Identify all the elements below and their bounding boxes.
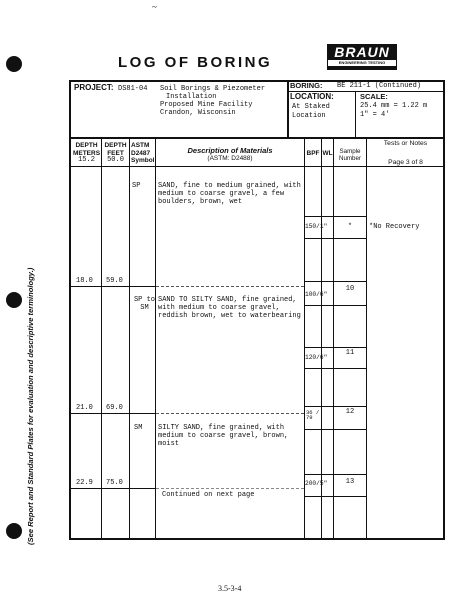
sample-row-line bbox=[304, 406, 366, 407]
col-div-4 bbox=[304, 138, 305, 538]
sample-number: 10 bbox=[345, 285, 355, 293]
continued-note: Continued on next page bbox=[162, 491, 255, 499]
sample-bpf: 200/5" bbox=[305, 480, 328, 487]
boring-value: BE 211-1 (Continued) bbox=[337, 82, 422, 90]
colhead-depth-ft-line: DEPTH bbox=[104, 142, 127, 149]
project-line: Installation bbox=[166, 93, 217, 101]
layer-description-line: SAND, fine to medium grained, with bbox=[158, 182, 301, 190]
side-note: (See Report and Standard Plates for evaluation and descriptive terminology.) bbox=[26, 267, 35, 545]
sample-row-line bbox=[304, 474, 366, 475]
sample-bpf: 120/6" bbox=[305, 354, 328, 361]
colhead-tests-title: Tests or Notes bbox=[383, 140, 428, 147]
colhead-description-title: Description of Materials bbox=[187, 146, 273, 155]
colhead-depth-ft-start: 50.0 bbox=[107, 156, 124, 164]
colhead-depth-m-line: DEPTH bbox=[75, 142, 98, 149]
depth-meters: 21.0 bbox=[76, 404, 93, 412]
layer-boundary bbox=[71, 413, 156, 414]
sample-bpf: 100/6" bbox=[305, 291, 328, 298]
project-line: Proposed Mine Facility bbox=[160, 101, 253, 109]
layer-description-line: SAND TO SILTY SAND, fine grained, bbox=[158, 296, 297, 304]
location-label: LOCATION: bbox=[290, 92, 334, 101]
depth-meters: 18.0 bbox=[76, 277, 93, 285]
sample-number: 13 bbox=[345, 478, 355, 486]
colhead-depth-m-line: METERS bbox=[72, 149, 101, 157]
sample-number: 11 bbox=[345, 349, 355, 357]
sample-row-line bbox=[304, 216, 366, 217]
colhead-depth-ft bbox=[102, 142, 129, 164]
logo-subtitle: ENGINEERING TESTING bbox=[328, 60, 396, 66]
project-number: DS81-04 bbox=[118, 85, 148, 93]
colhead-description bbox=[156, 146, 304, 162]
frame-bottom bbox=[69, 538, 445, 540]
colhead-sample-line: Sample bbox=[339, 148, 361, 155]
colhead-depth-ft-line: FEET bbox=[107, 149, 124, 157]
sample-row-line bbox=[304, 305, 366, 306]
depth-meters: 22.9 bbox=[76, 479, 93, 487]
depth-feet: 59.0 bbox=[106, 277, 123, 285]
layer-description-line: medium to coarse gravel, a few bbox=[158, 190, 285, 198]
layer-symbol: SP to SM bbox=[133, 296, 155, 312]
scale-divider bbox=[355, 91, 356, 138]
layer-description-line: moist bbox=[158, 440, 180, 448]
project-line: Crandon, Wisconsin bbox=[160, 109, 236, 117]
depth-feet: 69.0 bbox=[106, 404, 123, 412]
colhead-depth-m-start: 15.2 bbox=[78, 156, 95, 164]
layer-description-line: boulders, brown, wet bbox=[158, 198, 243, 206]
layer-description-line: SILTY SAND, fine grained, with bbox=[158, 424, 285, 432]
layer-description-line: medium to coarse gravel, brown, bbox=[158, 432, 289, 440]
colhead-description-sub: (ASTM: D2488) bbox=[207, 155, 253, 162]
header-divider bbox=[69, 137, 445, 139]
layer-description bbox=[158, 182, 301, 206]
sample-row-line bbox=[304, 429, 366, 430]
colhead-astm-line: ASTM bbox=[131, 142, 150, 149]
col-div-3 bbox=[155, 138, 156, 538]
layer-description bbox=[158, 296, 301, 320]
frame-right bbox=[443, 80, 445, 540]
depth-feet: 75.0 bbox=[106, 479, 123, 487]
sample-row-line bbox=[304, 281, 366, 282]
sample-note: *No Recovery bbox=[369, 223, 420, 231]
sample-row-line bbox=[304, 496, 366, 497]
sample-number: 12 bbox=[345, 408, 355, 416]
col-div-2 bbox=[129, 138, 130, 538]
scale-label: SCALE: bbox=[360, 92, 388, 101]
project-lines bbox=[160, 85, 265, 117]
layer-boundary bbox=[71, 286, 156, 287]
colhead-divider bbox=[69, 166, 445, 167]
sample-number: * bbox=[347, 223, 353, 231]
colhead-tests bbox=[368, 140, 443, 166]
logo-name: BRAUN bbox=[334, 44, 390, 60]
layer-boundary bbox=[71, 488, 156, 489]
layer-description bbox=[158, 424, 288, 448]
frame-left bbox=[69, 80, 71, 540]
colhead-sample-line: Number bbox=[338, 155, 361, 162]
layer-description-line: with medium to coarse gravel, bbox=[158, 304, 280, 312]
punch-hole-middle bbox=[6, 292, 22, 308]
location-line: At Staked bbox=[292, 103, 330, 111]
colhead-depth-m bbox=[72, 142, 101, 164]
sample-bpf: 36 / 79 bbox=[306, 409, 320, 421]
layer-boundary-dashed bbox=[156, 413, 304, 414]
layer-symbol: SM bbox=[134, 424, 143, 432]
scale-line: 25.4 mm = 1.22 m bbox=[360, 102, 428, 110]
project-label: PROJECT: bbox=[74, 83, 114, 92]
colhead-astm-line: Symbol bbox=[131, 157, 155, 164]
sample-bpf: 150/1" bbox=[305, 223, 328, 230]
project-divider bbox=[287, 80, 289, 138]
boring-label: BORING: bbox=[290, 81, 323, 90]
colhead-astm bbox=[130, 142, 157, 165]
project-line: Soil Borings & Piezometer bbox=[160, 85, 266, 93]
location-line: Location bbox=[292, 112, 326, 120]
punch-hole-top bbox=[6, 56, 22, 72]
sample-row-line bbox=[304, 238, 366, 239]
scale-lines bbox=[360, 102, 427, 120]
sample-row-line bbox=[304, 368, 366, 369]
col-div-7 bbox=[366, 138, 367, 538]
col-div-1 bbox=[101, 138, 102, 538]
colhead-astm-line: D2487 bbox=[131, 149, 151, 157]
location-lines bbox=[292, 103, 330, 121]
company-logo bbox=[327, 44, 397, 70]
layer-boundary-dashed bbox=[156, 286, 304, 287]
scale-line: 1" = 4' bbox=[360, 111, 390, 119]
sample-row-line bbox=[304, 347, 366, 348]
page-footer: 3.5-3-4 bbox=[218, 584, 242, 593]
top-marks: ~ bbox=[152, 2, 157, 12]
punch-hole-bottom bbox=[6, 523, 22, 539]
colhead-sample bbox=[334, 148, 366, 162]
colhead-wl: WL bbox=[322, 150, 333, 157]
col-div-5 bbox=[321, 138, 322, 538]
page-title: LOG OF BORING bbox=[118, 54, 273, 71]
colhead-bpf: BPF bbox=[306, 150, 320, 157]
layer-description-line: reddish brown, wet to waterbearing bbox=[158, 312, 301, 320]
page-indicator: Page 3 of 8 bbox=[388, 159, 423, 166]
layer-boundary-dashed bbox=[156, 488, 304, 489]
layer-symbol: SP bbox=[132, 182, 141, 190]
